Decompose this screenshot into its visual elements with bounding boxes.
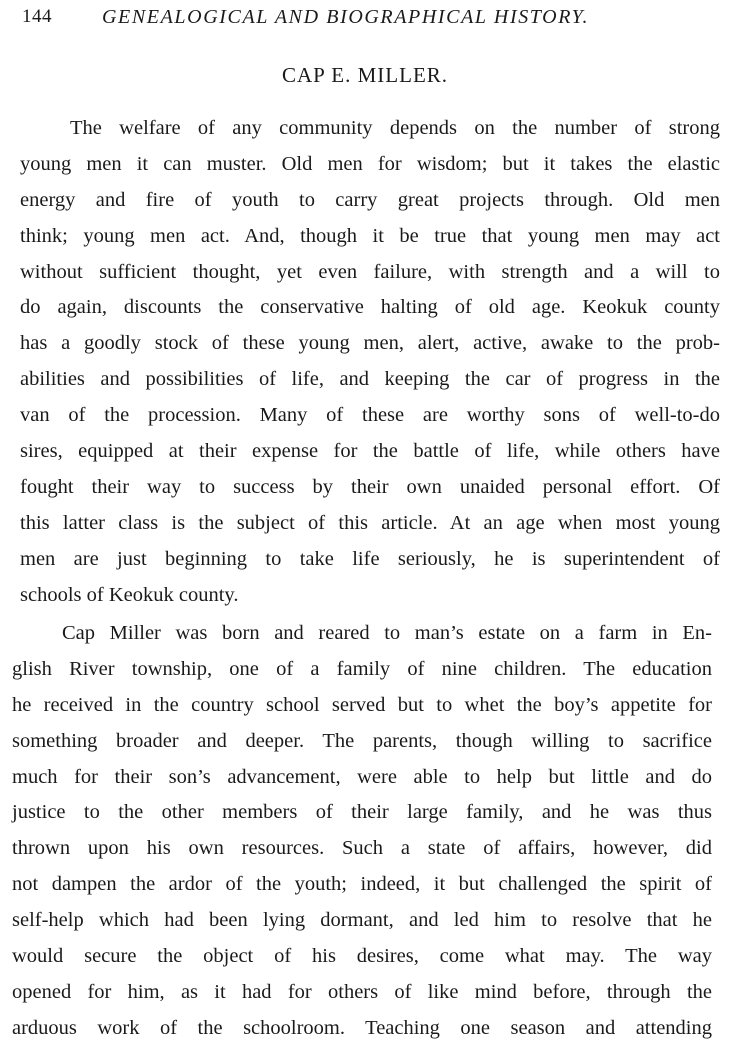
text-line: The welfare of any community depends on the number of strong bbox=[70, 117, 720, 139]
text-line: schools of Keokuk county. bbox=[20, 583, 239, 606]
text-line: Cap Miller was born and reared to man’s estate on a farm in En- bbox=[62, 622, 712, 644]
text-line: abilities and possibilities of life, and keeping the car of progress in the bbox=[20, 368, 720, 391]
page-header bbox=[22, 6, 722, 36]
paragraph-intro bbox=[20, 111, 720, 613]
text-line: without sufficient thought, yet even failure, with strength and a will to bbox=[20, 260, 720, 283]
text-line: has a goodly stock of these young men, alert, active, awake to the prob- bbox=[20, 332, 720, 355]
text-line: glish River township, one of a family of nine children. The education bbox=[12, 657, 712, 680]
text-line: opened for him, as it had for others of like mind before, through the bbox=[12, 980, 712, 1003]
text-line: would secure the object of his desires, come what may. The way bbox=[12, 945, 712, 968]
text-line: fought their way to success by their own unaided personal effort. Of bbox=[20, 475, 720, 498]
text-line: young men it can muster. Old men for wisdom; but it takes the elastic bbox=[20, 152, 720, 175]
page-number: 144 bbox=[22, 6, 52, 27]
text-line: much for their son’s advancement, were able to help but little and do bbox=[12, 765, 712, 788]
text-line: van of the procession. Many of these are worthy sons of well-to-do bbox=[20, 404, 720, 427]
text-line: sires, equipped at their expense for the battle of life, while others have bbox=[20, 440, 720, 463]
running-head: GENEALOGICAL AND BIOGRAPHICAL HISTORY. bbox=[102, 6, 590, 28]
text-line: self-help which had been lying dormant, and led him to resolve that he bbox=[12, 909, 712, 932]
text-line: something broader and deeper. The parents, though willing to sacrifice bbox=[12, 729, 712, 752]
text-line: energy and fire of youth to carry great projects through. Old men bbox=[20, 188, 720, 211]
article-title: CAP E. MILLER. bbox=[281, 63, 449, 87]
text-line: this latter class is the subject of this article. At an age when most young bbox=[20, 511, 720, 534]
text-line: think; young men act. And, though it be true that young men may act bbox=[20, 224, 720, 247]
paragraph-biography bbox=[12, 616, 712, 1047]
text-line: justice to the other members of their large family, and he was thus bbox=[12, 801, 712, 824]
text-line: men are just beginning to take life seriously, he is superintendent of bbox=[20, 547, 720, 570]
text-line: do again, discounts the conservative halting of old age. Keokuk county bbox=[20, 296, 720, 319]
text-line: he received in the country school served but to whet the boy’s appetite for bbox=[12, 693, 712, 716]
text-line: thrown upon his own resources. Such a state of affairs, however, did bbox=[12, 837, 712, 860]
text-line: arduous work of the schoolroom. Teaching one season and attending bbox=[12, 1016, 712, 1039]
text-line: not dampen the ardor of the youth; indeed, it but challenged the spirit of bbox=[12, 873, 712, 896]
